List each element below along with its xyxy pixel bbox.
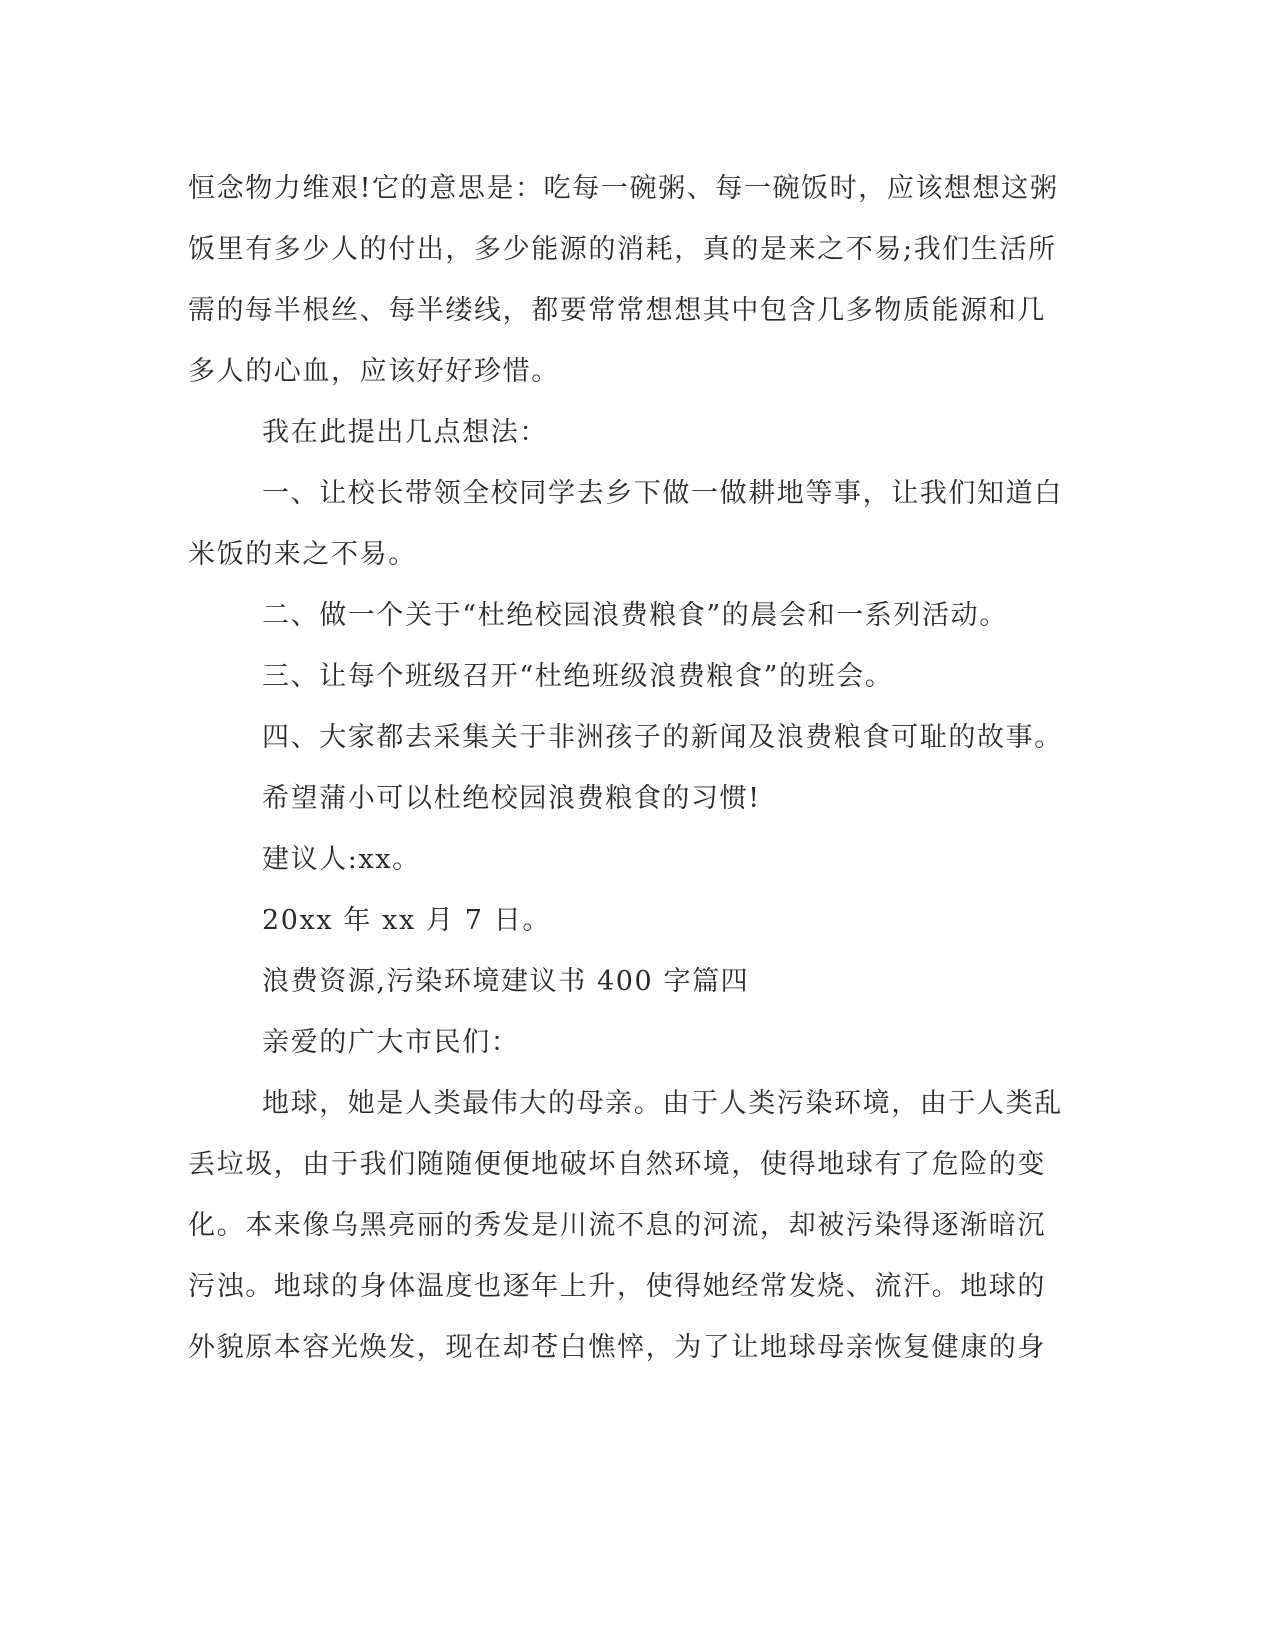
text-line-12: 建议人:xx。 bbox=[262, 844, 421, 875]
document-body bbox=[188, 158, 1078, 1378]
text-line-19: 污浊。地球的身体温度也逐年上升，使得她经常发烧、流汗。地球的 bbox=[188, 1271, 1046, 1302]
text-line-5: 我在此提出几点想法： bbox=[262, 417, 548, 448]
text-line-16: 地球，她是人类最伟大的母亲。由于人类污染环境，由于人类乱 bbox=[262, 1088, 1063, 1119]
text-line-9: 三、让每个班级召开“杜绝班级浪费粮食”的班会。 bbox=[262, 661, 894, 692]
text-line-4: 多人的心血，应该好好珍惜。 bbox=[188, 356, 560, 387]
text-line-6: 一、让校长带领全校同学去乡下做一做耕地等事，让我们知道白 bbox=[262, 478, 1063, 509]
text-line-3: 需的每半根丝、每半缕线，都要常常想想其中包含几多物质能源和几 bbox=[188, 295, 1046, 326]
text-line-17: 丢垃圾，由于我们随随便便地破坏自然环境，使得地球有了危险的变 bbox=[188, 1149, 1046, 1180]
text-line-13: 20xx 年 xx 月 7 日。 bbox=[262, 905, 551, 936]
text-line-7: 米饭的来之不易。 bbox=[188, 539, 417, 570]
text-line-1: 恒念物力维艰!它的意思是：吃每一碗粥、每一碗饭时，应该想想这粥 bbox=[188, 173, 1059, 204]
text-line-20: 外貌原本容光焕发，现在却苍白憔悴，为了让地球母亲恢复健康的身 bbox=[188, 1332, 1046, 1363]
text-line-18: 化。本来像乌黑亮丽的秀发是川流不息的河流，却被污染得逐渐暗沉 bbox=[188, 1210, 1046, 1241]
text-line-14: 浪费资源,污染环境建议书 400 字篇四 bbox=[262, 966, 750, 997]
text-line-10: 四、大家都去采集关于非洲孩子的新闻及浪费粮食可耻的故事。 bbox=[262, 722, 1063, 753]
text-line-11: 希望蒲小可以杜绝校园浪费粮食的习惯! bbox=[262, 783, 761, 814]
text-line-15: 亲爱的广大市民们： bbox=[262, 1027, 520, 1058]
text-line-2: 饭里有多少人的付出，多少能源的消耗，真的是来之不易;我们生活所 bbox=[188, 234, 1057, 265]
text-line-8: 二、做一个关于“杜绝校园浪费粮食”的晨会和一系列活动。 bbox=[262, 600, 1008, 631]
